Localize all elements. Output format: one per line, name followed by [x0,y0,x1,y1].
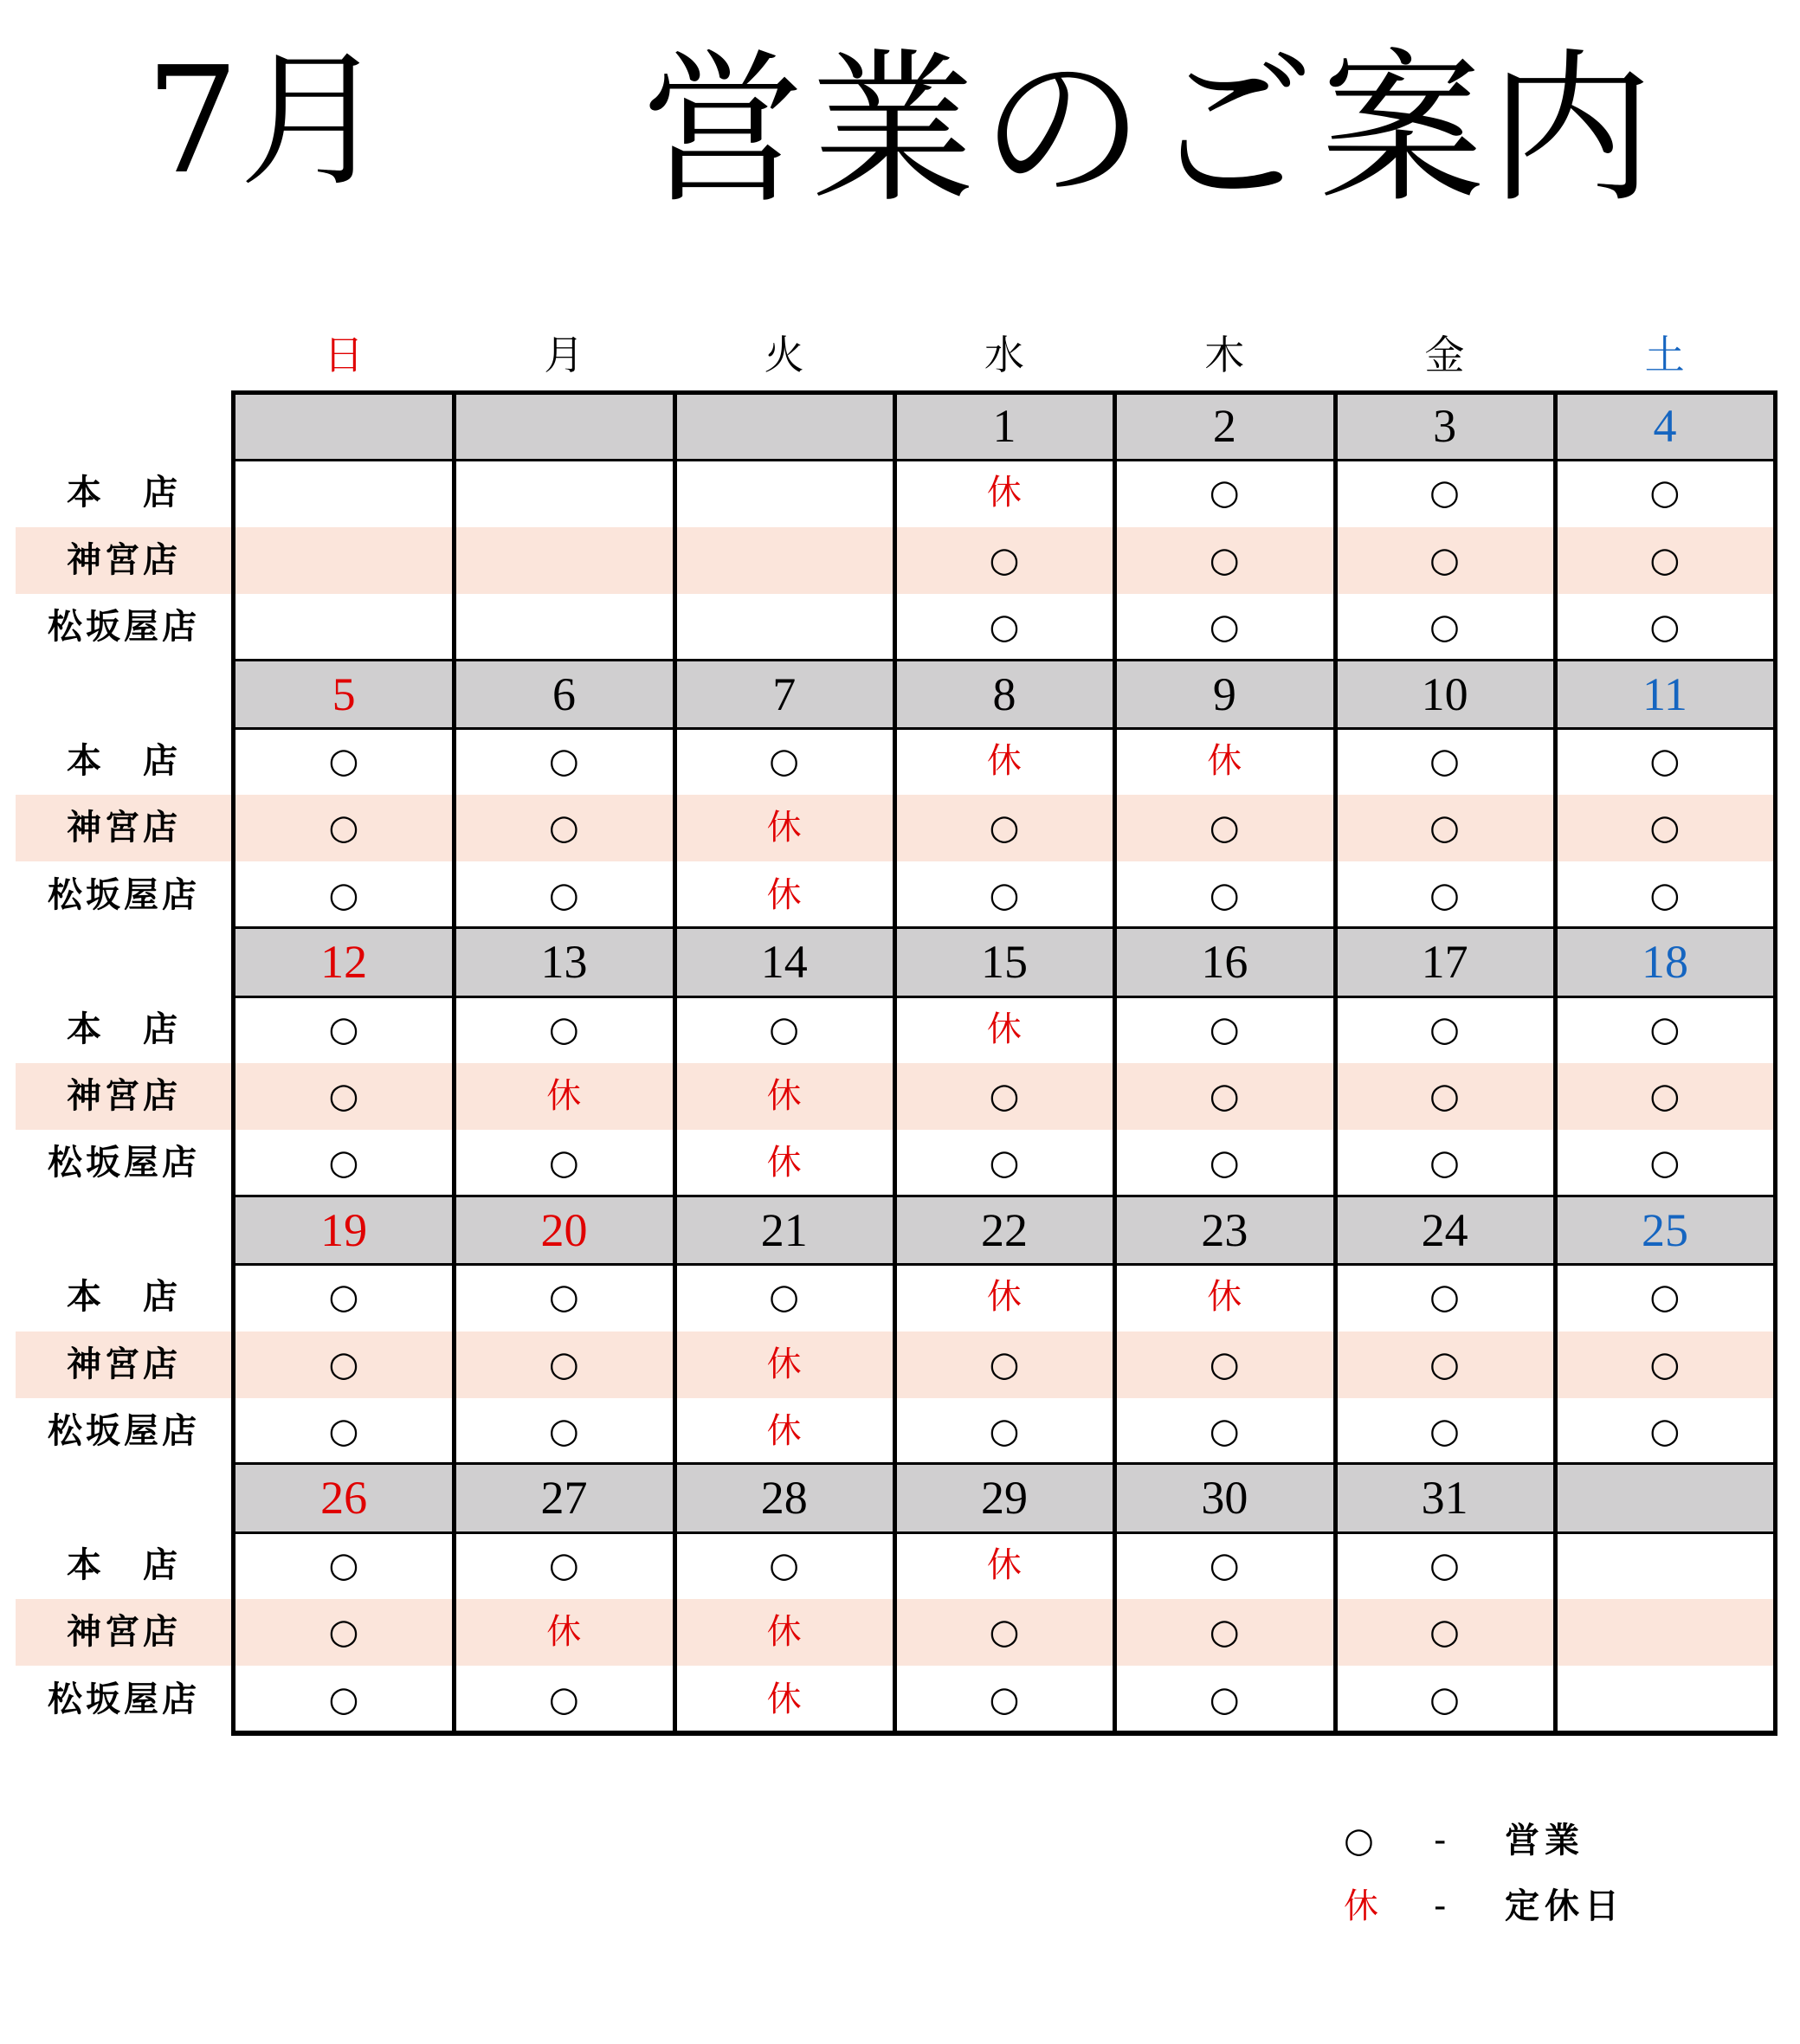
open-mark: ○ [1429,1143,1460,1183]
store-label: 松坂屋店 [48,607,200,648]
day-number: 30 [1114,1465,1334,1531]
store-label: 神宮店 [67,1344,181,1384]
open-mark: ○ [1209,1544,1240,1585]
open-mark: ○ [328,1143,359,1183]
open-mark: ○ [1209,607,1240,648]
open-mark: ○ [328,1009,359,1049]
store-label: 本 店 [67,473,181,513]
open-mark: ○ [1429,741,1460,781]
day-number: 2 [1114,393,1334,460]
store-label: 松坂屋店 [48,1679,200,1719]
open-mark: ○ [1429,607,1460,648]
weekday-header: 木 [1204,332,1245,378]
open-mark: ○ [328,1679,359,1719]
day-number: 15 [894,929,1114,996]
day-number: 29 [894,1465,1114,1531]
closed-mark: 休 [766,808,802,848]
open-mark: ○ [328,1277,359,1318]
open-mark: ○ [989,1143,1020,1183]
open-mark: ○ [1209,473,1240,513]
open-mark: ○ [548,1344,579,1384]
open-mark: ○ [1209,1009,1240,1049]
open-mark: ○ [1649,1344,1681,1384]
day-number: 14 [674,929,894,996]
day-number: 21 [674,1197,894,1264]
open-mark: ○ [328,1544,359,1585]
open-mark: ○ [1649,741,1681,781]
open-mark: ○ [1649,808,1681,848]
legend-dash: - [1434,1821,1447,1860]
open-mark: ○ [1649,473,1681,513]
open-mark: ○ [1649,607,1681,648]
legend-symbol: ○ [1344,1821,1374,1860]
store-label: 神宮店 [67,1612,181,1653]
day-number: 22 [894,1197,1114,1264]
open-mark: ○ [1649,1076,1681,1116]
day-number: 4 [1555,393,1775,460]
weekday-header: 日 [324,332,364,378]
closed-mark: 休 [986,1544,1022,1585]
open-mark: ○ [1209,1143,1240,1183]
open-mark: ○ [1209,539,1240,580]
closed-mark: 休 [766,1411,802,1451]
open-mark: ○ [1649,1009,1681,1049]
closed-mark: 休 [1207,741,1242,781]
day-number: 10 [1335,661,1555,728]
open-mark: ○ [1649,539,1681,580]
open-mark: ○ [548,1143,579,1183]
open-mark: ○ [548,808,579,848]
store-label: 本 店 [67,1544,181,1585]
closed-mark: 休 [546,1076,582,1116]
legend-dash: - [1434,1886,1447,1926]
open-mark: ○ [1429,1679,1460,1719]
open-mark: ○ [1429,1076,1460,1116]
store-label: 神宮店 [67,808,181,848]
day-number: 25 [1555,1197,1775,1264]
open-mark: ○ [328,808,359,848]
legend-symbol: 休 [1344,1886,1378,1926]
day-number: 11 [1555,661,1775,728]
store-label: 神宮店 [67,539,181,580]
open-mark: ○ [1649,1411,1681,1451]
open-mark: ○ [1429,473,1460,513]
closed-mark: 休 [766,1679,802,1719]
day-number: 8 [894,661,1114,728]
open-mark: ○ [1209,1076,1240,1116]
day-number: 16 [1114,929,1334,996]
closed-mark: 休 [986,473,1022,513]
open-mark: ○ [1429,1009,1460,1049]
open-mark: ○ [1429,808,1460,848]
day-number: 1 [894,393,1114,460]
closed-mark: 休 [986,1277,1022,1318]
weekday-header: 土 [1644,332,1685,378]
closed-mark: 休 [766,1612,802,1653]
open-mark: ○ [769,1277,800,1318]
open-mark: ○ [548,874,579,915]
day-number: 26 [234,1465,454,1531]
closed-mark: 休 [766,1076,802,1116]
day-number: 28 [674,1465,894,1531]
store-label: 本 店 [67,1009,181,1049]
open-mark: ○ [548,741,579,781]
day-number: 18 [1555,929,1775,996]
day-number: 27 [454,1465,674,1531]
store-label: 松坂屋店 [48,1143,200,1183]
open-mark: ○ [1209,1679,1240,1719]
open-mark: ○ [328,741,359,781]
page-title: 営業のご案内 [641,34,1660,225]
store-label: 松坂屋店 [48,874,200,915]
closed-mark: 休 [766,1143,802,1183]
open-mark: ○ [548,1009,579,1049]
open-mark: ○ [1429,1344,1460,1384]
open-mark: ○ [1209,1411,1240,1451]
open-mark: ○ [1429,1544,1460,1585]
store-label: 神宮店 [67,1076,181,1116]
legend-label: 営業 [1505,1821,1584,1860]
day-number: 31 [1335,1465,1555,1531]
open-mark: ○ [328,1612,359,1653]
open-mark: ○ [989,1411,1020,1451]
open-mark: ○ [769,1544,800,1585]
legend-label: 定休日 [1505,1886,1624,1926]
weekday-header: 火 [764,332,804,378]
open-mark: ○ [989,1076,1020,1116]
open-mark: ○ [328,1344,359,1384]
day-number: 19 [234,1197,454,1264]
open-mark: ○ [1649,1143,1681,1183]
day-number: 5 [234,661,454,728]
day-number: 12 [234,929,454,996]
open-mark: ○ [769,741,800,781]
open-mark: ○ [989,1679,1020,1719]
store-label: 松坂屋店 [48,1411,200,1451]
open-mark: ○ [989,874,1020,915]
open-mark: ○ [1649,874,1681,915]
open-mark: ○ [1429,1277,1460,1318]
open-mark: ○ [328,1411,359,1451]
open-mark: ○ [548,1679,579,1719]
open-mark: ○ [328,1076,359,1116]
day-number: 23 [1114,1197,1334,1264]
closed-mark: 休 [766,1344,802,1384]
open-mark: ○ [1209,808,1240,848]
store-label: 本 店 [67,741,181,781]
day-number: 17 [1335,929,1555,996]
closed-mark: 休 [1207,1277,1242,1318]
open-mark: ○ [328,874,359,915]
open-mark: ○ [769,1009,800,1049]
day-number: 7 [674,661,894,728]
day-number: 13 [454,929,674,996]
store-label: 本 店 [67,1277,181,1318]
open-mark: ○ [1649,1277,1681,1318]
open-mark: ○ [1429,1612,1460,1653]
open-mark: ○ [548,1544,579,1585]
day-number: 6 [454,661,674,728]
open-mark: ○ [548,1411,579,1451]
open-mark: ○ [989,808,1020,848]
open-mark: ○ [1429,874,1460,915]
open-mark: ○ [989,1344,1020,1384]
closed-mark: 休 [986,741,1022,781]
weekday-header: 水 [984,332,1024,378]
open-mark: ○ [989,1612,1020,1653]
weekday-header: 月 [544,332,584,378]
closed-mark: 休 [546,1612,582,1653]
page-title-month: 7月 [145,35,387,207]
open-mark: ○ [1429,1411,1460,1451]
closed-mark: 休 [766,874,802,915]
open-mark: ○ [548,1277,579,1318]
open-mark: ○ [989,539,1020,580]
day-number: 9 [1114,661,1334,728]
closed-mark: 休 [986,1009,1022,1049]
day-number: 20 [454,1197,674,1264]
open-mark: ○ [1209,874,1240,915]
open-mark: ○ [1209,1344,1240,1384]
day-number: 24 [1335,1197,1555,1264]
day-number: 3 [1335,393,1555,460]
weekday-header: 金 [1424,332,1465,378]
calendar-border [231,390,1777,1736]
open-mark: ○ [1429,539,1460,580]
open-mark: ○ [989,607,1020,648]
open-mark: ○ [1209,1612,1240,1653]
